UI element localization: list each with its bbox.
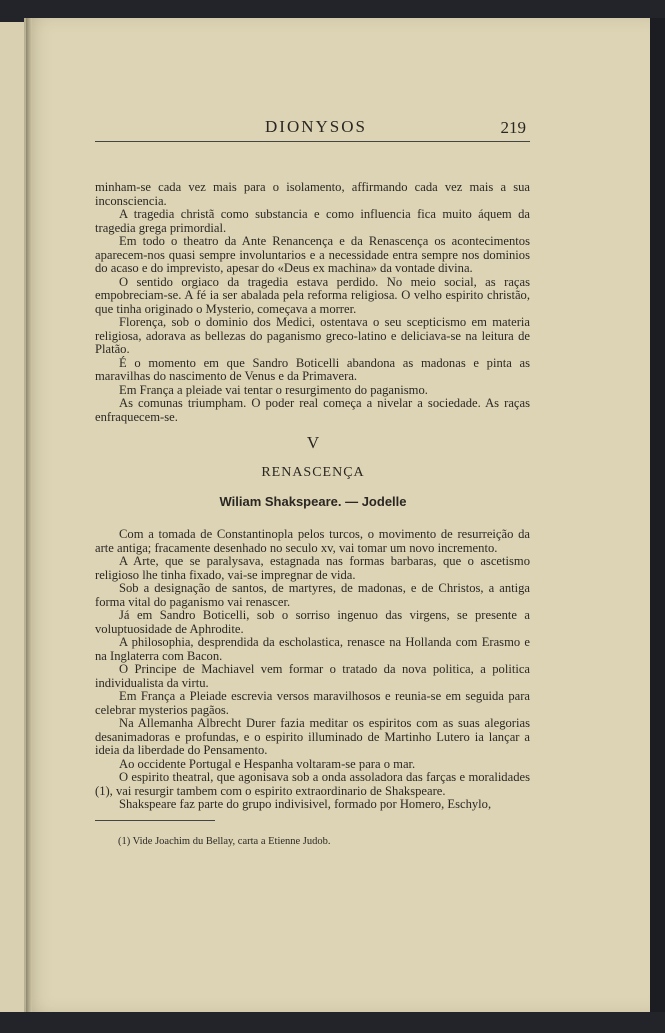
paragraph: A Arte, que se paralysava, estagnada nas formas barbaras, que o ascetismo religioso lhe tinha fixado, vai-se impregnar de vida. bbox=[95, 554, 530, 582]
page-number: 219 bbox=[500, 118, 526, 137]
paragraph: As comunas triumpham. O poder real começa a nivelar a sociedade. As raças enfraquecem-se. bbox=[95, 396, 530, 424]
section-number: V bbox=[306, 433, 320, 452]
paragraph: A tragedia christã como substancia e como influencia fica muito áquem da tragedia grega primordial. bbox=[95, 207, 530, 235]
paragraph: Com a tomada de Constantinopla pelos turcos, o movimento de resurreição da arte antiga; fracamente desenhado no seculo xv, vai tomar um novo incremento. bbox=[95, 527, 530, 555]
paragraph: Em França a pleiade vai tentar o resurgimento do paganismo. bbox=[119, 382, 428, 397]
page-gutter bbox=[26, 18, 32, 1012]
paragraph: É o momento em que Sandro Boticelli abandona as madonas e pinta as maravilhas do nascimento de Venus e da Primavera. bbox=[95, 355, 530, 383]
paragraph: Florença, sob o dominio dos Medici, ostentava o seu scepticismo em materia religiosa, adorava as bellezas do paganismo greco-latino e deliciava-se na leitura de Platão. bbox=[95, 315, 530, 356]
footnote: (1) Vide Joachim du Bellay, carta a Etienne Judob. bbox=[118, 836, 331, 847]
text-block-top bbox=[95, 181, 530, 424]
paragraph: Em França a Pleiade escrevia versos maravilhosos e reunia-se em seguida para celebrar mysterios pagãos. bbox=[95, 689, 530, 717]
running-title: DIONYSOS bbox=[265, 117, 367, 136]
paragraph: Já em Sandro Boticelli, sob o sorriso ingenuo das virgens, se presente a voluptuosidade de Aphrodite. bbox=[95, 608, 530, 636]
text-block-bottom bbox=[95, 528, 530, 812]
paragraph: A philosophia, desprendida da escholastica, renasce na Hollanda com Erasmo e na Inglaterra com Bacon. bbox=[95, 635, 530, 663]
paragraph: O espirito theatral, que agonisava sob a onda assoladora das farças e moralidades (1), vai resurgir tambem com o espirito extraordinario de Shakspeare. bbox=[95, 770, 530, 798]
running-header bbox=[95, 113, 530, 142]
book-page bbox=[24, 18, 651, 1012]
section-title: RENASCENÇA bbox=[261, 465, 365, 480]
paragraph: Shakspeare faz parte do grupo indivisivel, formado por Homero, Eschylo, bbox=[119, 797, 492, 811]
footnote-divider bbox=[95, 820, 215, 821]
paragraph: Em todo o theatro da Ante Renancença e da Renascença os acontecimentos aparecem-nos quasi sempre involuntarios e a necessidade entra sempre nos dominios do acaso e do imprevisto, apesar do «Deus ex machina» da vontade divina. bbox=[95, 234, 530, 275]
paragraph: O sentido orgiaco da tragedia estava perdido. No meio social, as raças empobreciam-se. A fé ia ser abalada pela reforma religiosa. O velho espirito christão, que tinha originado o Mysterio, começava a morrer. bbox=[95, 274, 530, 316]
paragraph: O Principe de Machiavel vem formar o tratado da nova politica, a politica individualista da virtu. bbox=[95, 662, 530, 690]
section-subtitle: Wiliam Shakspeare. — Jodelle bbox=[219, 494, 407, 509]
paragraph: Na Allemanha Albrecht Durer fazia meditar os espiritos com as suas alegorias desanimadoras e profundas, e o espirito illuminado de Martinho Lutero ia lançar a ideia da liberdade do Pensamento. bbox=[95, 716, 530, 757]
paragraph: minham-se cada vez mais para o isolamento, affirmando cada vez mais a sua inconsciencia. bbox=[95, 180, 530, 208]
paragraph: Ao occidente Portugal e Hespanha voltaram-se para o mar. bbox=[119, 756, 416, 771]
scan-background-edge bbox=[650, 18, 665, 1012]
paragraph: Sob a designação de santos, de martyres, de madonas, e de Christos, a antiga forma vital do paganismo vai renascer. bbox=[95, 581, 530, 609]
